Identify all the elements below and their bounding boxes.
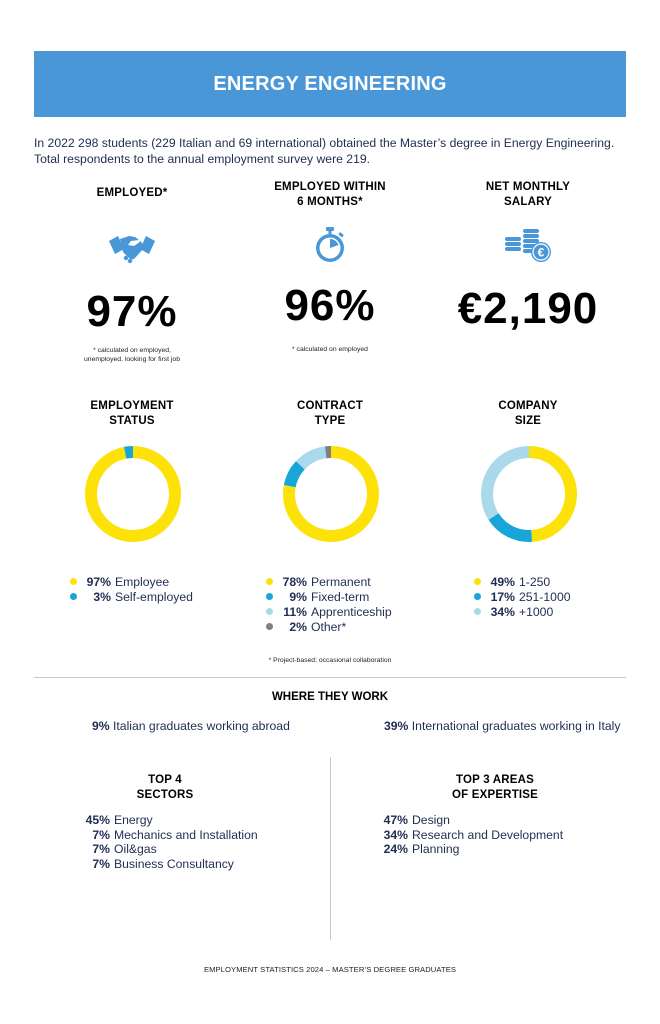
list-item: [380, 842, 563, 857]
donut-segment-1-250: [529, 452, 571, 536]
divider: [34, 677, 626, 678]
legend-pct: 9%: [289, 590, 307, 604]
legend-item: [266, 620, 392, 635]
list-label: Planning: [412, 842, 460, 856]
kpi-label-line: EMPLOYED*: [96, 187, 168, 199]
kpi-note: [32, 346, 232, 364]
legend-item: [266, 575, 392, 590]
sectors-list: [82, 813, 258, 871]
list-label: Energy: [114, 813, 153, 827]
donut-segment-self-employed: [125, 452, 133, 453]
where-they-work-title: WHERE THEY WORK: [271, 691, 389, 703]
sectors-title-line: SECTORS: [136, 789, 194, 801]
kpi-label: [32, 186, 232, 201]
kpi-label-line: NET MONTHLY: [485, 181, 571, 193]
legend-dot: [266, 593, 273, 600]
legend-label: Permanent: [311, 575, 371, 589]
list-label: Design: [412, 813, 450, 827]
kpi-value: 97%: [86, 287, 178, 336]
stat-pct: 39%: [384, 719, 409, 733]
contract-footnote: * Project-based; occasional collaboration: [268, 657, 392, 664]
page-title-banner: [34, 51, 626, 117]
sectors-title-line: TOP 4: [148, 774, 182, 786]
legend-dot: [70, 578, 77, 585]
page-footer: EMPLOYMENT STATISTICS 2024 – MASTER’S DEGREE GRADUATES: [203, 965, 457, 974]
list-pct: 24%: [383, 842, 408, 856]
legend-pct: 11%: [283, 605, 307, 619]
legend-label: +1000: [519, 605, 554, 619]
chart-title-employment-status: [32, 399, 232, 429]
page-title: ENERGY ENGINEERING: [213, 72, 447, 95]
kpi-label-line: SALARY: [503, 196, 553, 208]
legend-item: [70, 575, 193, 590]
list-item: [82, 813, 258, 828]
expertise-title: [395, 773, 595, 803]
expertise-list: [380, 813, 563, 857]
list-item: [82, 857, 258, 872]
legend-pct: 2%: [289, 620, 307, 634]
legend-pct: 17%: [490, 590, 515, 604]
handshake-icon: [107, 227, 157, 267]
legend-label: Fixed-term: [311, 590, 370, 604]
legend-dot: [474, 578, 481, 585]
donut-chart-contract-type: [281, 444, 381, 544]
chart-title-line: COMPANY: [498, 400, 558, 412]
column-divider: [330, 757, 331, 940]
legend-dot: [266, 623, 273, 630]
list-item: [82, 828, 258, 843]
list-item: [82, 842, 258, 857]
kpi-employed: [32, 186, 232, 364]
kpi-note: [230, 345, 430, 354]
list-label: Business Consultancy: [114, 856, 234, 871]
chart-title-line: EMPLOYMENT: [90, 400, 174, 412]
stat-italy: [384, 719, 620, 733]
legend-pct: 78%: [282, 575, 307, 589]
kpi-label: [428, 180, 628, 210]
intro-text: In 2022 298 students (229 Italian and 69 international) obtained the Master’s degree in Energy Engineering. Total respondents to the annual employment survey were 219.: [34, 136, 615, 166]
chart-title-line: CONTRACT: [296, 400, 364, 412]
legend-label: Apprenticeship: [311, 605, 392, 619]
chart-title-company-size: [428, 399, 628, 429]
sectors-title: [65, 773, 265, 803]
expertise-title-line: TOP 3 AREAS: [455, 774, 535, 786]
donut-segment-apprenticeship: [300, 452, 325, 465]
kpi-note-line: unemployed, looking for first job: [84, 356, 180, 363]
donut-segment-fixed-term: [290, 465, 301, 486]
coins-euro-icon: [503, 227, 553, 263]
list-pct: 7%: [92, 827, 110, 842]
legend-item: [70, 590, 193, 605]
donut-segment-employee: [91, 452, 175, 536]
chart-title-line: TYPE: [314, 415, 346, 427]
kpi-label-line: EMPLOYED WITHIN: [274, 181, 386, 193]
list-label: Research and Development: [412, 827, 564, 842]
legend-item: [474, 605, 571, 620]
kpi-note-line: * calculated on employed,: [93, 347, 171, 354]
list-label: Mechanics and Installation: [114, 827, 258, 842]
stat-label: International graduates working in Italy: [411, 719, 621, 733]
stat-abroad: [92, 719, 290, 733]
legend-contract-type: [266, 575, 392, 635]
donut-segment-251-1000: [494, 517, 532, 536]
legend-pct: 97%: [86, 575, 111, 589]
chart-title-line: SIZE: [514, 415, 542, 427]
kpi-salary: [428, 180, 628, 331]
legend-dot: [474, 608, 481, 615]
legend-item: [474, 575, 571, 590]
list-item: [380, 813, 563, 828]
legend-dot: [266, 608, 273, 615]
legend-item: [266, 605, 392, 620]
legend-dot: [70, 593, 77, 600]
list-pct: 34%: [383, 827, 408, 842]
legend-item: [266, 590, 392, 605]
legend-pct: 3%: [93, 590, 111, 604]
legend-pct: 49%: [490, 575, 515, 589]
kpi-value: €2,190: [457, 284, 599, 333]
kpi-value: 96%: [284, 281, 376, 330]
kpi-employed-within: [230, 180, 430, 354]
legend-label: Employee: [115, 575, 170, 589]
kpi-note-line: * calculated on employed: [292, 346, 368, 353]
legend-label: 1-250: [519, 575, 551, 589]
expertise-title-line: OF EXPERTISE: [451, 789, 539, 801]
donut-chart-employment-status: [83, 444, 183, 544]
chart-title-contract-type: [230, 399, 430, 429]
list-pct: 7%: [92, 842, 110, 856]
legend-label: Other*: [311, 620, 347, 634]
legend-company-size: [474, 575, 571, 620]
donut-chart-company-size: [479, 444, 579, 544]
donut-segment--1000: [487, 452, 529, 517]
list-pct: 7%: [92, 856, 110, 871]
kpi-label: [230, 180, 430, 210]
legend-employment-status: [70, 575, 193, 605]
chart-title-line: STATUS: [109, 415, 155, 427]
list-label: Oil&gas: [114, 842, 157, 856]
legend-label: 251-1000: [519, 590, 571, 604]
legend-item: [474, 590, 571, 605]
stopwatch-icon: [312, 225, 348, 265]
kpi-label-line: 6 MONTHS*: [297, 196, 363, 208]
list-pct: 45%: [85, 813, 110, 827]
stat-label: Italian graduates working abroad: [113, 719, 290, 733]
legend-dot: [266, 578, 273, 585]
stat-pct: 9%: [92, 719, 110, 733]
list-item: [380, 828, 563, 843]
legend-label: Self-employed: [115, 590, 193, 604]
svg-text:€: €: [537, 245, 545, 260]
legend-pct: 34%: [490, 605, 515, 619]
list-pct: 47%: [383, 813, 408, 827]
legend-dot: [474, 593, 481, 600]
